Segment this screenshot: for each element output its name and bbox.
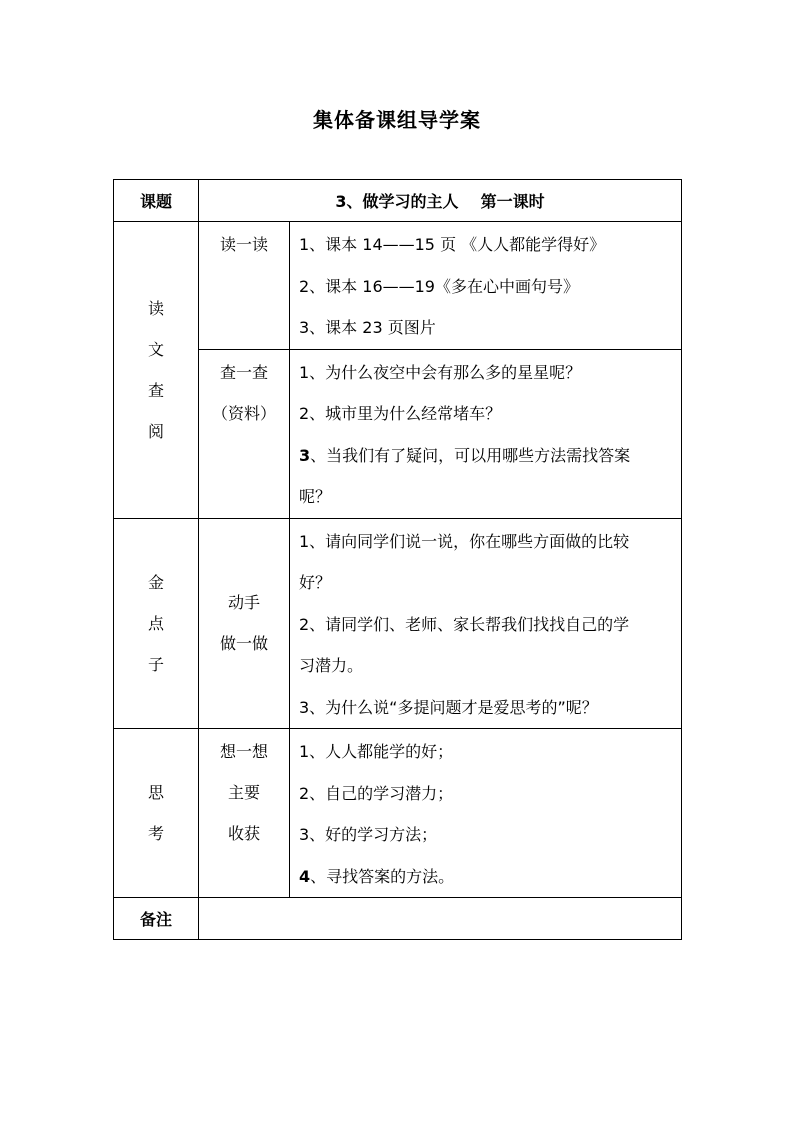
topic-title: 3、做学习的主人 xyxy=(335,192,459,211)
check-content xyxy=(290,349,682,518)
reflection-item-text: 、寻找答案的方法。 xyxy=(310,866,455,886)
check-row xyxy=(114,349,682,518)
topic-period: 第一课时 xyxy=(480,192,545,211)
section-read-check-label xyxy=(114,222,199,519)
section-golden-idea-label xyxy=(114,518,199,729)
read-item: 2、课本 16——19《多在心中画句号》 xyxy=(299,276,579,296)
hands-on-item: 习潜力。 xyxy=(299,656,364,675)
reflection-item: 4、寻找答案的方法。 xyxy=(299,866,455,886)
reflection-sub-label xyxy=(199,729,290,898)
topic-row xyxy=(114,180,682,222)
check-item-text: 、当我们有了疑问，可以用哪些方法需找答案 xyxy=(310,445,631,465)
read-label-text: 读一读 xyxy=(219,235,268,254)
reflection-content xyxy=(290,729,682,898)
hands-on-label-b: 做一做 xyxy=(219,634,268,654)
reflection-row xyxy=(114,729,682,898)
reflection-label-b: 主要 xyxy=(227,783,260,802)
section1-char: 阅 xyxy=(147,421,164,441)
hands-on-label-a: 动手 xyxy=(227,593,260,613)
check-item: 3、当我们有了疑问，可以用哪些方法需找答案 xyxy=(299,445,631,465)
topic-label: 课题 xyxy=(114,180,199,222)
lesson-plan-table xyxy=(113,179,682,940)
section3-char: 考 xyxy=(147,824,164,843)
notes-value xyxy=(199,898,682,940)
check-label-note: （资料） xyxy=(211,403,276,423)
read-label xyxy=(199,222,290,350)
notes-label: 备注 xyxy=(114,898,199,940)
section2-char: 点 xyxy=(147,613,164,633)
notes-row xyxy=(114,898,682,940)
section1-char: 查 xyxy=(147,380,164,400)
read-item: 3、课本 23 页图片 xyxy=(299,318,436,337)
section3-char: 思 xyxy=(147,783,164,802)
read-row xyxy=(114,222,682,350)
hands-on-label xyxy=(199,518,290,729)
reflection-label-a: 想一想 xyxy=(219,742,268,761)
check-item: 呢？ xyxy=(299,487,332,506)
read-item: 1、课本 14——15 页 《人人都能学得好》 xyxy=(299,235,606,254)
golden-idea-row xyxy=(114,518,682,729)
hands-on-item: 1、请向同学们说一说，你在哪些方面做的比较 xyxy=(299,531,630,551)
section2-char: 子 xyxy=(147,654,164,674)
document-title: 集体备课组导学案 xyxy=(313,108,481,132)
reflection-item: 3、好的学习方法； xyxy=(299,825,438,844)
hands-on-item: 3、为什么说“多提问题才是爱思考的”呢？ xyxy=(299,697,598,717)
topic-value xyxy=(199,180,682,222)
check-item: 1、为什么夜空中会有那么多的星星呢？ xyxy=(299,362,582,382)
reflection-item: 2、自己的学习潜力； xyxy=(299,783,454,803)
read-content xyxy=(290,222,682,350)
check-label-text: 查一查 xyxy=(219,362,268,382)
section1-char: 读 xyxy=(147,298,164,318)
check-label xyxy=(199,349,290,518)
section2-char: 金 xyxy=(147,572,164,592)
hands-on-content xyxy=(290,518,682,729)
reflection-label-c: 收获 xyxy=(227,824,260,843)
hands-on-item: 好？ xyxy=(299,573,332,592)
section-reflection-label xyxy=(114,729,199,898)
hands-on-item: 2、请同学们、老师、家长帮我们找找自己的学 xyxy=(299,614,630,634)
reflection-item: 1、人人都能学的好； xyxy=(299,742,454,761)
check-item: 2、城市里为什么经常堵车？ xyxy=(299,404,502,423)
section1-char: 文 xyxy=(147,339,164,359)
